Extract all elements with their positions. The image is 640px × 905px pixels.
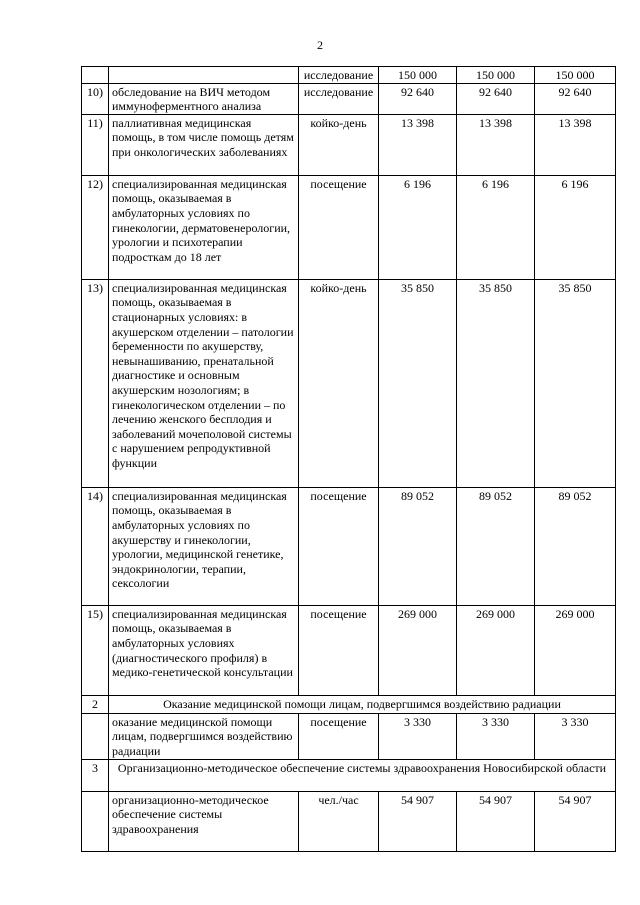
section-title: Оказание медицинской помощи лицам, подвергшимся воздействию радиации	[109, 695, 616, 713]
row-value-3: 89 052	[535, 487, 616, 605]
row-value-2: 92 640	[457, 83, 535, 114]
row-description: специализированная медицинская помощь, оказываемая в амбулаторных условиях по гинекологии, дерматовенерологии, урологии и психотерапии подросткам до 18 лет	[109, 175, 299, 279]
row-unit: исследование	[299, 67, 379, 84]
row-value-1: 35 850	[379, 279, 457, 487]
row-description: специализированная медицинская помощь, оказываемая в стационарных условиях: в акушерском отделении – патологии беременности по акушерству, невынашиванию, пренатальной диагностике и основным акушерским нозологиям; в гинекологическом отделении – по лечению женского бесплодия и заболеваний мочеполовой системы с нарушением репродуктивной функции	[109, 279, 299, 487]
row-value-1: 54 907	[379, 791, 457, 851]
row-description: организационно-методическое обеспечение системы здравоохранения	[109, 791, 299, 851]
table-row	[82, 487, 616, 605]
row-description: специализированная медицинская помощь, оказываемая в амбулаторных условиях по акушерству и гинекологии, урологии, медицинской генетике, эндокринологии, терапии, сексологии	[109, 487, 299, 605]
row-description: паллиативная медицинская помощь, в том числе помощь детям при онкологических заболеваниях	[109, 114, 299, 175]
row-unit: койко-день	[299, 114, 379, 175]
row-value-1: 150 000	[379, 67, 457, 84]
table-row	[82, 175, 616, 279]
row-value-3: 150 000	[535, 67, 616, 84]
row-unit: койко-день	[299, 279, 379, 487]
section-row	[82, 695, 616, 713]
row-description: обследование на ВИЧ методом иммуноферментного анализа	[109, 83, 299, 114]
table-row	[82, 114, 616, 175]
row-value-1: 89 052	[379, 487, 457, 605]
row-unit: посещение	[299, 713, 379, 759]
table-row	[82, 67, 616, 84]
row-unit: посещение	[299, 605, 379, 695]
row-value-3: 54 907	[535, 791, 616, 851]
row-unit: посещение	[299, 175, 379, 279]
row-value-1: 13 398	[379, 114, 457, 175]
table-row	[82, 605, 616, 695]
row-number: 15)	[82, 605, 109, 695]
row-unit: чел./час	[299, 791, 379, 851]
row-value-2: 35 850	[457, 279, 535, 487]
row-value-1: 6 196	[379, 175, 457, 279]
row-value-2: 54 907	[457, 791, 535, 851]
row-value-3: 6 196	[535, 175, 616, 279]
row-value-2: 3 330	[457, 713, 535, 759]
row-value-1: 92 640	[379, 83, 457, 114]
row-description	[109, 67, 299, 84]
row-number	[82, 713, 109, 759]
table-row	[82, 279, 616, 487]
row-unit: исследование	[299, 83, 379, 114]
section-title: Организационно-методическое обеспечение системы здравоохранения Новосибирской области	[109, 759, 616, 791]
row-unit: посещение	[299, 487, 379, 605]
row-description: оказание медицинской помощи лицам, подвергшимся воздействию радиации	[109, 713, 299, 759]
table-row	[82, 713, 616, 759]
row-value-2: 13 398	[457, 114, 535, 175]
row-number: 14)	[82, 487, 109, 605]
row-number	[82, 67, 109, 84]
page-number: 2	[317, 38, 323, 52]
row-description: специализированная медицинская помощь, оказываемая в амбулаторных условиях (диагностического профиля) в медико-генетической консультации	[109, 605, 299, 695]
table-row	[82, 791, 616, 851]
section-number: 3	[82, 759, 109, 791]
row-number: 12)	[82, 175, 109, 279]
section-row	[82, 759, 616, 791]
row-number: 13)	[82, 279, 109, 487]
row-value-2: 6 196	[457, 175, 535, 279]
row-value-3: 3 330	[535, 713, 616, 759]
section-number: 2	[82, 695, 109, 713]
table-row	[82, 83, 616, 114]
row-value-1: 3 330	[379, 713, 457, 759]
row-number	[82, 791, 109, 851]
row-number: 11)	[82, 114, 109, 175]
row-number: 10)	[82, 83, 109, 114]
row-value-2: 269 000	[457, 605, 535, 695]
row-value-3: 13 398	[535, 114, 616, 175]
row-value-3: 92 640	[535, 83, 616, 114]
services-table	[81, 66, 616, 852]
row-value-3: 35 850	[535, 279, 616, 487]
row-value-2: 89 052	[457, 487, 535, 605]
row-value-3: 269 000	[535, 605, 616, 695]
row-value-2: 150 000	[457, 67, 535, 84]
row-value-1: 269 000	[379, 605, 457, 695]
